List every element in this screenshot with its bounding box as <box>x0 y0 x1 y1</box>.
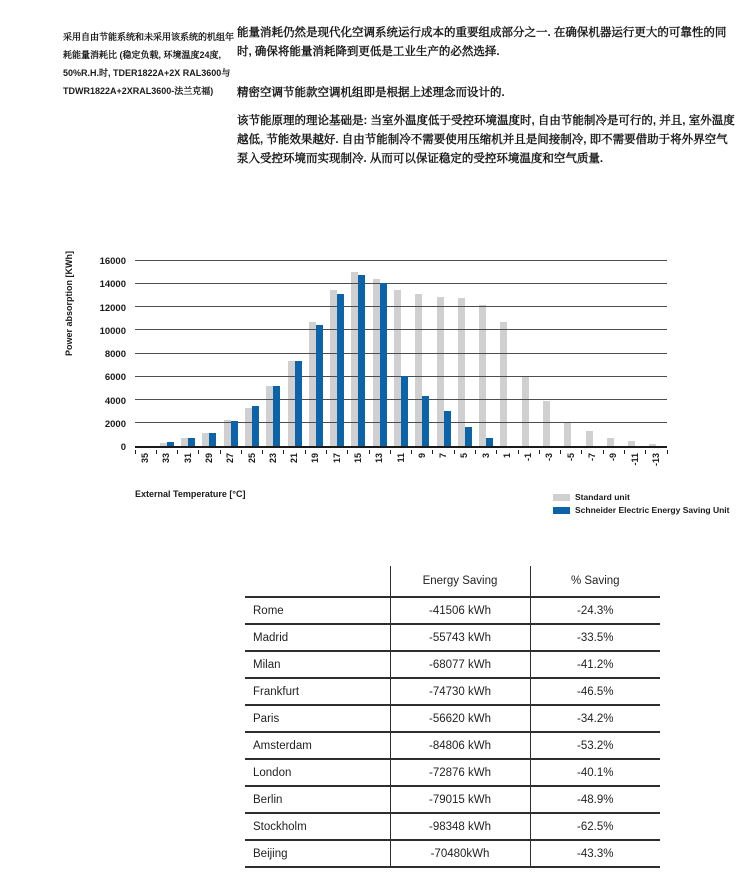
bar-standard-29 <box>202 433 209 446</box>
x-label-cell <box>178 453 199 483</box>
bar-standard-33 <box>160 443 167 446</box>
y-axis-title: Power absorption [KWh] <box>64 250 74 356</box>
gridline <box>135 260 667 261</box>
bar-standard-21 <box>288 361 295 446</box>
x-tick-label: 33 <box>161 453 172 464</box>
y-tick-label: 2000 <box>104 418 126 430</box>
bar-standard-11 <box>394 290 401 446</box>
x-tick-label: -5 <box>565 453 576 462</box>
table-row-stockholm <box>245 813 660 840</box>
x-label-cell <box>561 453 582 483</box>
cell-saving: -40.1% <box>530 759 660 786</box>
table-row-milan <box>245 651 660 678</box>
bar-standard-31 <box>181 438 188 446</box>
bar-saving-5 <box>465 427 472 446</box>
bar-standard-27 <box>224 420 231 446</box>
bar-saving-33 <box>167 442 174 446</box>
x-label-cell <box>199 453 220 483</box>
x-tick-label: 17 <box>331 453 342 464</box>
x-tick-label: 9 <box>416 453 427 459</box>
bar-group-7 <box>433 262 454 446</box>
cell-energy: -70480kWh <box>390 840 530 867</box>
x-tick-label: -9 <box>608 453 619 462</box>
cell-city: Frankfurt <box>245 678 390 705</box>
y-tick-label: 8000 <box>104 349 126 360</box>
bar-group--11 <box>624 262 645 446</box>
bar-standard--13 <box>649 444 656 446</box>
legend-swatch-standard <box>553 494 570 501</box>
cell-energy: -68077 kWh <box>390 651 530 678</box>
bar-group--5 <box>561 262 582 446</box>
table-row-rome <box>245 597 660 624</box>
cell-city: Stockholm <box>245 813 390 840</box>
x-tick-label: 31 <box>182 453 193 464</box>
cell-energy: -41506 kWh <box>390 597 530 624</box>
x-label-cell <box>135 453 156 483</box>
x-axis-labels <box>135 453 667 483</box>
y-tick-label: 4000 <box>104 395 126 407</box>
cell-saving: -48.9% <box>530 786 660 813</box>
x-label-cell <box>582 453 603 483</box>
x-label-cell <box>156 453 177 483</box>
chart-bars <box>135 262 667 446</box>
bar-group--9 <box>603 262 624 446</box>
cell-city: Amsterdam <box>245 732 390 759</box>
x-label-cell <box>327 453 348 483</box>
x-label-cell <box>263 453 284 483</box>
x-label-cell <box>497 453 518 483</box>
cell-energy: -84806 kWh <box>390 732 530 759</box>
x-tick-label: -3 <box>544 453 555 462</box>
legend-item-standard <box>553 492 729 502</box>
x-label-cell <box>284 453 305 483</box>
cell-saving: -34.2% <box>530 705 660 732</box>
bar-standard--7 <box>586 431 593 446</box>
cell-saving: -43.3% <box>530 840 660 867</box>
y-tick-label: 10000 <box>99 325 126 337</box>
table-row-beijing <box>245 840 660 867</box>
x-tick-label: 7 <box>438 453 449 459</box>
y-tick-label: 6000 <box>104 372 126 384</box>
bar-group-23 <box>263 262 284 446</box>
savings-table-wrap <box>245 566 660 868</box>
bar-saving-21 <box>295 361 302 446</box>
bar-saving-29 <box>209 433 216 446</box>
x-tick-label: 25 <box>246 453 257 464</box>
bar-saving-23 <box>273 386 280 446</box>
x-tick-label: 15 <box>352 453 363 464</box>
bar-saving-31 <box>188 438 195 446</box>
paragraph-1: 能量消耗仍然是现代化空调系统运行成本的重要组成部分之一. 在确保机器运行更大的可靠性的同时, 确保将能量消耗降到更低是工业生产的必然选择. <box>237 27 727 58</box>
cell-energy: -55743 kWh <box>390 624 530 651</box>
bar-standard-7 <box>437 297 444 446</box>
x-tick-label: -13 <box>650 453 661 467</box>
x-label-cell <box>241 453 262 483</box>
x-label-cell <box>476 453 497 483</box>
x-tick-label: 3 <box>480 453 491 459</box>
bar-standard--5 <box>564 423 571 446</box>
cell-saving: -62.5% <box>530 813 660 840</box>
cell-saving: -53.2% <box>530 732 660 759</box>
cell-city: Milan <box>245 651 390 678</box>
paragraph-3: 该节能原理的理论基础是: 当室外温度低于受控环境温度时, 自由节能制冷是可行的, 并且, 室外温度越低, 节能效果越好. 自由节能制冷不需要使用压缩机并且是间接制冷, 即不需要借助于将外界空气泵入受控环境而实现制冷. 从而可以保证稳定的受控环境温度和空气质量. <box>237 115 735 165</box>
x-tick-label: 27 <box>225 453 236 464</box>
x-tick-label: 13 <box>374 453 385 464</box>
table-header-row <box>245 566 660 597</box>
bar-saving-11 <box>401 376 408 446</box>
bar-group-27 <box>220 262 241 446</box>
bar-standard--11 <box>628 441 635 446</box>
x-tick-label: -7 <box>587 453 598 462</box>
bar-group-1 <box>497 262 518 446</box>
bar-group-35 <box>135 262 156 446</box>
cell-energy: -72876 kWh <box>390 759 530 786</box>
x-tick-label: 1 <box>501 453 512 459</box>
header-percent-saving: % Saving <box>530 566 660 597</box>
bar-standard-9 <box>415 294 422 446</box>
savings-table <box>245 566 660 868</box>
table-row-madrid <box>245 624 660 651</box>
cell-city: Rome <box>245 597 390 624</box>
bar-group-21 <box>284 262 305 446</box>
legend-swatch-energy-saving <box>553 507 570 514</box>
y-axis-ticks <box>82 256 130 453</box>
x-label-cell <box>220 453 241 483</box>
legend-item-energy-saving <box>553 505 729 515</box>
x-tick-label: 35 <box>140 453 151 464</box>
bar-group-29 <box>199 262 220 446</box>
x-label-cell <box>518 453 539 483</box>
x-tick-label: 5 <box>459 453 470 459</box>
x-label-cell <box>369 453 390 483</box>
bar-group-9 <box>412 262 433 446</box>
bar-standard-17 <box>330 290 337 446</box>
bar-standard-23 <box>266 386 273 446</box>
cell-saving: -24.3% <box>530 597 660 624</box>
cell-energy: -79015 kWh <box>390 786 530 813</box>
bar-saving-17 <box>337 294 344 446</box>
savings-table-body <box>245 597 660 867</box>
table-row-frankfurt <box>245 678 660 705</box>
x-label-cell <box>603 453 624 483</box>
x-tick-label: -11 <box>629 453 640 466</box>
table-row-london <box>245 759 660 786</box>
legend-label-energy-saving: Schneider Electric Energy Saving Unit <box>575 505 730 515</box>
header-energy-saving: Energy Saving <box>390 566 530 597</box>
paragraph-2: 精密空调节能款空调机组即是根据上述理念而设计的. <box>237 87 505 99</box>
bar-group-19 <box>305 262 326 446</box>
bar-saving-13 <box>380 283 387 446</box>
bar-group-33 <box>156 262 177 446</box>
y-tick-label: 16000 <box>99 256 126 267</box>
x-label-cell <box>390 453 411 483</box>
bar-standard--9 <box>607 438 614 446</box>
bar-standard-3 <box>479 305 486 446</box>
x-label-cell <box>433 453 454 483</box>
bar-group--3 <box>539 262 560 446</box>
x-tick-label: 21 <box>289 453 300 464</box>
y-tick-label: 14000 <box>99 279 126 291</box>
x-label-cell <box>646 453 667 483</box>
bar-group-5 <box>454 262 475 446</box>
chart-legend <box>553 492 729 518</box>
cell-city: Paris <box>245 705 390 732</box>
x-tick-label: 19 <box>310 453 321 464</box>
x-label-cell <box>305 453 326 483</box>
y-tick-label: 12000 <box>99 302 126 314</box>
bar-standard-13 <box>373 279 380 446</box>
bar-group-11 <box>390 262 411 446</box>
x-tick-label: 29 <box>203 453 214 464</box>
bar-standard-5 <box>458 298 465 446</box>
bar-group-17 <box>327 262 348 446</box>
bar-group-31 <box>178 262 199 446</box>
cell-saving: -33.5% <box>530 624 660 651</box>
body-text <box>237 24 737 191</box>
margin-note: 采用自由节能系统和未采用该系统的机组年耗能量消耗比 (稳定负载, 环境温度24度, 50%R.H.时, TDER1822A+2X RAL3600与TDWR1822A+2XRAL3600-法兰克福) <box>63 32 235 96</box>
bar-group--13 <box>646 262 667 446</box>
x-label-cell <box>348 453 369 483</box>
cell-saving: -46.5% <box>530 678 660 705</box>
bar-saving-7 <box>444 411 451 446</box>
bar-group-15 <box>348 262 369 446</box>
x-tick-label: -1 <box>523 453 534 462</box>
bar-saving-27 <box>231 421 238 446</box>
cell-energy: -98348 kWh <box>390 813 530 840</box>
bar-standard--1 <box>522 376 529 446</box>
table-row-amsterdam <box>245 732 660 759</box>
bar-saving-15 <box>358 275 365 446</box>
y-axis-title-box <box>62 243 76 363</box>
cell-city: Madrid <box>245 624 390 651</box>
header-city <box>245 566 390 597</box>
bar-group-25 <box>241 262 262 446</box>
cell-saving: -41.2% <box>530 651 660 678</box>
table-row-paris <box>245 705 660 732</box>
cell-city: London <box>245 759 390 786</box>
bar-standard-19 <box>309 322 316 446</box>
bar-standard-15 <box>351 272 358 446</box>
chart-plot <box>135 262 667 448</box>
bar-standard-25 <box>245 408 252 446</box>
y-tick-label: 0 <box>120 442 126 453</box>
legend-label-standard: Standard unit <box>575 492 630 502</box>
bar-saving-3 <box>486 438 493 446</box>
bar-group--1 <box>518 262 539 446</box>
x-label-cell <box>412 453 433 483</box>
bar-saving-9 <box>422 396 429 446</box>
x-label-cell <box>624 453 645 483</box>
x-label-cell <box>539 453 560 483</box>
bar-group-3 <box>476 262 497 446</box>
x-tick-label: 11 <box>395 453 406 463</box>
x-axis-title: External Temperature [°C] <box>135 489 246 499</box>
bar-standard--3 <box>543 401 550 446</box>
bar-standard-1 <box>500 322 507 446</box>
bar-saving-19 <box>316 325 323 446</box>
x-label-cell <box>454 453 475 483</box>
cell-city: Beijing <box>245 840 390 867</box>
cell-city: Berlin <box>245 786 390 813</box>
table-row-berlin <box>245 786 660 813</box>
bar-group-13 <box>369 262 390 446</box>
cell-energy: -56620 kWh <box>390 705 530 732</box>
cell-energy: -74730 kWh <box>390 678 530 705</box>
bar-group--7 <box>582 262 603 446</box>
x-tick-label: 23 <box>267 453 278 464</box>
bar-saving-25 <box>252 406 259 446</box>
